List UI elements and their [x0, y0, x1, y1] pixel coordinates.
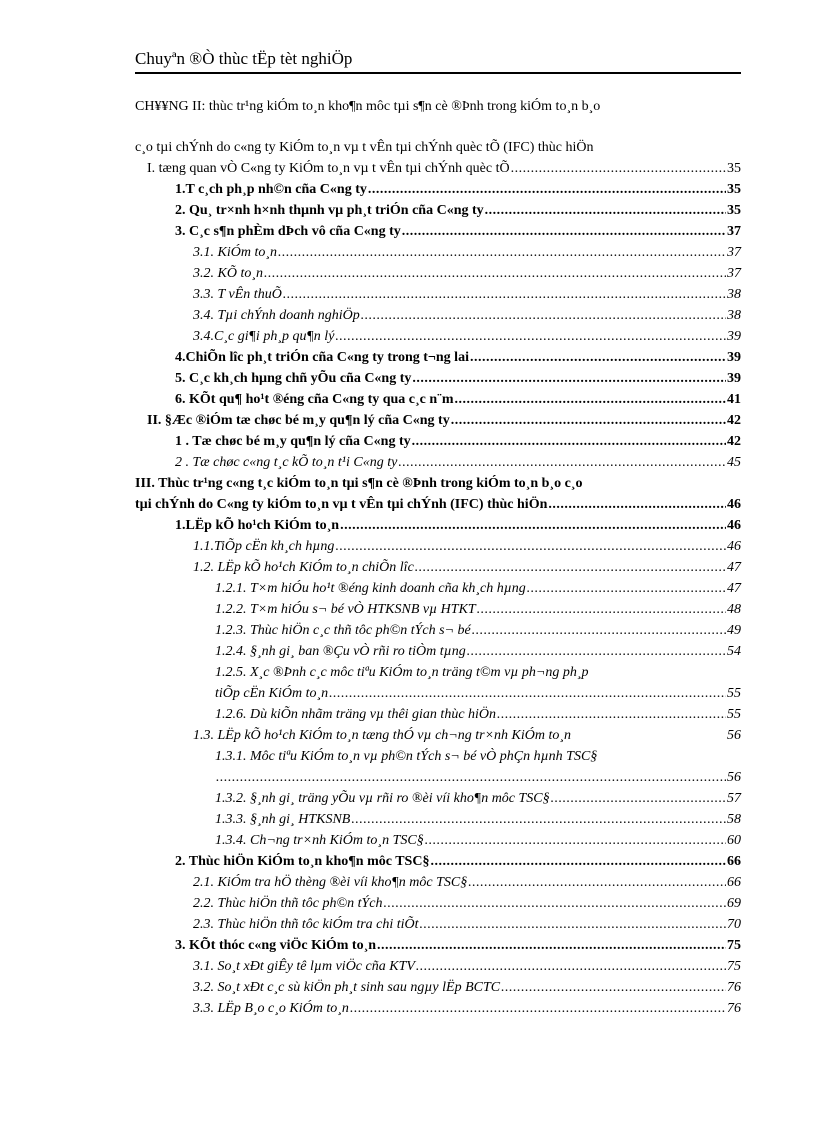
toc-page-number: 39 [727, 329, 741, 344]
toc-dot-leader [278, 242, 726, 263]
toc-page-number: 56 [727, 770, 741, 785]
toc-entry-title: 6. KÕt qu¶ ho¹t ®éng cña C«ng ty qua c¸c n¨m [175, 392, 454, 407]
toc-entry-title: 3.4.C¸c gi¶i ph¸p qu¶n lý [193, 329, 335, 344]
toc-page-number: 76 [727, 980, 741, 995]
toc-dot-leader [470, 347, 726, 368]
toc-entry[interactable] [135, 977, 741, 998]
toc-dot-leader [467, 641, 726, 662]
toc-page-number: 39 [727, 371, 741, 386]
toc-page-number: 38 [727, 287, 741, 302]
toc-page-number: 35 [727, 182, 741, 197]
toc-entry-title: 1.2.4. §¸nh gi¸ ban ®Çu vÒ rñi ro tiÒm tµng [215, 644, 466, 659]
toc-dot-leader [430, 851, 726, 872]
toc-entry[interactable] [135, 704, 741, 725]
toc-entry-title: 2. Thùc hiÖn KiÓm to¸n kho¶n môc TSC§ [175, 854, 430, 869]
toc-entry[interactable] [135, 956, 741, 977]
toc-page-number: 47 [727, 560, 741, 575]
toc-entry-title: 1.2.2. T×m hiÓu s¬ bé vÒ HTKSNB vµ HTKT [215, 602, 476, 617]
toc-dot-leader [402, 221, 726, 242]
toc-entry-title: 1.T c¸ch ph¸p nh©n cña C«ng ty [175, 182, 367, 197]
toc-page-number: 38 [727, 308, 741, 323]
toc-entry-title: 3.4. Tµi chÝnh doanh nghiÖp [193, 308, 360, 323]
toc-page-number: 66 [727, 875, 741, 890]
toc-entry-title: 1.3.4. Ch¬ng tr×nh KiÓm to¸n TSC§ [215, 833, 424, 848]
toc-page-number: 42 [727, 413, 741, 428]
toc-dot-leader [501, 977, 726, 998]
chapter-heading-line-1: CH¥¥NG II: thùc tr¹ng kiÓm to¸n kho¶n môc tµi s¶n cè ®Þnh trong kiÓm to¸n b¸o [135, 99, 601, 114]
toc-dot-leader [455, 389, 726, 410]
toc-dot-leader [412, 368, 726, 389]
toc-entry[interactable] [135, 410, 741, 431]
table-of-contents [135, 137, 741, 1019]
toc-entry[interactable] [135, 158, 741, 179]
toc-page-number: 35 [727, 203, 741, 218]
toc-entry-title: II. §Æc ®iÓm tæ chøc bé m¸y qu¶n lý cña C«ng ty [147, 413, 450, 428]
toc-page-number: 37 [727, 224, 741, 239]
toc-entry-title: 2.3. Thùc hiÖn thñ tôc kiÓm tra chi tiÕt [193, 917, 419, 932]
toc-entry[interactable] [135, 599, 741, 620]
toc-entry[interactable] [135, 935, 741, 956]
toc-dot-leader [216, 767, 726, 788]
toc-dot-leader [548, 494, 726, 515]
toc-entry[interactable] [135, 284, 741, 305]
toc-entry-title: 3. KÕt thóc c«ng viÖc KiÓm to¸n [175, 938, 377, 953]
toc-entry-title: 1.2.6. Dù kiÕn nhãm träng vµ thêi gian thùc hiÖn [215, 707, 497, 722]
toc-page-number: 49 [727, 623, 741, 638]
toc-dot-leader [351, 809, 726, 830]
toc-dot-leader [451, 410, 726, 431]
toc-entry[interactable] [135, 557, 741, 578]
toc-entry[interactable] [135, 431, 741, 452]
toc-page-number: 47 [727, 581, 741, 596]
toc-entry-title: 3.3. LËp B¸o c¸o KiÓm to¸n [193, 1001, 349, 1016]
toc-entry[interactable] [135, 788, 741, 809]
toc-page-number: 66 [727, 854, 741, 869]
toc-dot-leader [340, 515, 726, 536]
toc-entry[interactable] [135, 305, 741, 326]
toc-entry-title: 3.1. So¸t xÐt giÊy tê lµm viÖc cña KTV [193, 959, 415, 974]
toc-entry[interactable] [135, 347, 741, 368]
toc-page-number: 75 [727, 938, 741, 953]
toc-entry-title-line: 1.2.5. X¸c ®Þnh c¸c môc tiªu KiÓm to¸n träng t©m vµ ph¬ng ph¸p [215, 665, 589, 680]
toc-dot-leader [264, 263, 726, 284]
toc-entry[interactable] [135, 494, 741, 515]
toc-dot-leader [468, 872, 726, 893]
toc-entry[interactable] [135, 221, 741, 242]
toc-page-number: 37 [727, 266, 741, 281]
toc-entry[interactable] [135, 200, 741, 221]
toc-page-number: 48 [727, 602, 741, 617]
toc-dot-leader [420, 914, 726, 935]
toc-entry[interactable] [135, 368, 741, 389]
toc-entry-title: 1.1.TiÕp cËn kh¸ch hµng [193, 539, 335, 554]
toc-page-number: 37 [727, 245, 741, 260]
toc-entry-title: 2. Qu¸ tr×nh h×nh thµnh vµ ph¸t triÓn cña C«ng ty [175, 203, 484, 218]
toc-entry[interactable] [135, 326, 741, 347]
toc-page-number: 76 [727, 1001, 741, 1016]
toc-dot-leader [361, 305, 726, 326]
toc-dot-leader [283, 284, 726, 305]
toc-entry-title: 1.3.2. §¸nh gi¸ träng yÕu vµ rñi ro ®èi víi kho¶n môc TSC§ [215, 791, 550, 806]
toc-entry-title: 3.2. KÕ to¸n [193, 266, 263, 281]
toc-entry-title: 1.2.3. Thùc hiÖn c¸c thñ tôc ph©n tÝch s¬ bé [215, 623, 471, 638]
toc-entry[interactable] [135, 872, 741, 893]
toc-entry-title: 4.ChiÕn lîc ph¸t triÓn cña C«ng ty trong t¬ng lai [175, 350, 469, 365]
toc-entry[interactable] [135, 242, 741, 263]
toc-entry[interactable] [135, 809, 741, 830]
toc-entry[interactable] [135, 515, 741, 536]
toc-entry-title: 3.3. T vÊn thuÕ [193, 287, 282, 302]
toc-entry[interactable] [135, 914, 741, 935]
toc-dot-leader [335, 536, 726, 557]
toc-page-number: 60 [727, 833, 741, 848]
toc-entry[interactable] [135, 725, 741, 746]
chapter-heading-line-2: c¸o tµi chÝnh do c«ng ty KiÓm to¸n vµ t vÊn tµi chÝnh quèc tÕ (IFC) thùc hiÖn [135, 140, 594, 155]
toc-entry-title-line: III. Thùc tr¹ng c«ng t¸c kiÓm to¸n tµi s¶n cè ®Þnh trong kiÓm to¸n b¸o c¸o [135, 476, 583, 491]
toc-entry[interactable] [135, 536, 741, 557]
toc-entry-title: 3. C¸c s¶n phÈm dÞch vô cña C«ng ty [175, 224, 401, 239]
toc-entry[interactable] [135, 452, 741, 473]
header-title: Chuyªn ®Ò thùc tËp tèt nghiÖp [135, 49, 353, 68]
toc-page-number: 46 [727, 539, 741, 554]
toc-entry-title: tiÕp cËn KiÓm to¸n [215, 686, 329, 701]
toc-page-number: 57 [727, 791, 741, 806]
toc-dot-leader [511, 158, 726, 179]
toc-entry-title: 1.2. LËp kÕ ho¹ch KiÓm to¸n chiÕn lîc [193, 560, 414, 575]
toc-dot-leader [497, 704, 726, 725]
toc-entry[interactable] [135, 578, 741, 599]
toc-entry[interactable] [135, 851, 741, 872]
toc-entry-title: 3.1. KiÓm to¸n [193, 245, 277, 260]
chapter-heading [135, 96, 741, 117]
toc-dot-leader [350, 998, 726, 1019]
toc-dot-leader [472, 620, 726, 641]
toc-dot-leader [335, 326, 726, 347]
toc-entry-title-line: 1.3.1. Môc tiªu KiÓm to¸n vµ ph©n tÝch s¬ bé vÒ phÇn hµnh TSC§ [215, 749, 598, 764]
toc-entry[interactable] [135, 389, 741, 410]
toc-page-number: 56 [727, 728, 741, 743]
toc-entry[interactable] [135, 683, 741, 704]
toc-dot-leader [485, 200, 726, 221]
toc-dot-leader [416, 956, 726, 977]
toc-entry-title: 1 . Tæ chøc bé m¸y qu¶n lý cña C«ng ty [175, 434, 411, 449]
toc-page-number: 46 [727, 497, 741, 512]
toc-page-number: 42 [727, 434, 741, 449]
toc-entry-title: 3.2. So¸t xÐt c¸c sù kiÖn ph¸t sinh sau ngµy lËp BCTC [193, 980, 501, 995]
toc-entry-title: 2.1. KiÓm tra hÖ thèng ®èi víi kho¶n môc TSC§ [193, 875, 468, 890]
toc-dot-leader [368, 179, 726, 200]
toc-page-number: 45 [727, 455, 741, 470]
toc-dot-leader [398, 452, 726, 473]
toc-entry[interactable] [135, 263, 741, 284]
toc-page-number: 69 [727, 896, 741, 911]
toc-page-number: 35 [727, 161, 741, 176]
toc-entry-title: tµi chÝnh do C«ng ty kiÓm to¸n vµ t vÊn tµi chÝnh (IFC) thùc hiÖn [135, 497, 548, 512]
toc-dot-leader [477, 599, 726, 620]
toc-entry-title: 1.3.3. §¸nh gi¸ HTKSNB [215, 812, 351, 827]
toc-entry-title: 2 . Tæ chøc c«ng t¸c kÕ to¸n t¹i C«ng ty [175, 455, 398, 470]
toc-entry-title: 5. C¸c kh¸ch hµng chñ yÕu cña C«ng ty [175, 371, 412, 386]
toc-page-number: 75 [727, 959, 741, 974]
toc-dot-leader [412, 431, 726, 452]
page-header [135, 46, 741, 74]
toc-entry-title: 1.3. LËp kÕ ho¹ch KiÓm to¸n tæng thÓ vµ ch¬ng tr×nh KiÓm to¸n [193, 728, 572, 743]
toc-dot-leader [415, 557, 726, 578]
toc-page-number: 54 [727, 644, 741, 659]
toc-page-number: 55 [727, 686, 741, 701]
toc-entry[interactable] [135, 830, 741, 851]
toc-page-number: 55 [727, 707, 741, 722]
toc-entry[interactable] [135, 620, 741, 641]
toc-entry[interactable] [135, 767, 741, 788]
toc-entry-title: 1.LËp kÕ ho¹ch KiÓm to¸n [175, 518, 340, 533]
toc-entry[interactable] [135, 893, 741, 914]
toc-entry-title: 2.2. Thùc hiÖn thñ tôc ph©n tÝch [193, 896, 383, 911]
toc-dot-leader [384, 893, 726, 914]
toc-entry[interactable] [135, 641, 741, 662]
toc-page-number: 58 [727, 812, 741, 827]
toc-dot-leader [329, 683, 726, 704]
toc-entry[interactable] [135, 179, 741, 200]
toc-page-number: 70 [727, 917, 741, 932]
toc-entry-title: I. tæng quan vÒ C«ng ty KiÓm to¸n vµ t vÊn tµi chÝnh quèc tÕ [147, 161, 510, 176]
toc-entry-title: 1.2.1. T×m hiÓu ho¹t ®éng kinh doanh cña kh¸ch hµng [215, 581, 526, 596]
toc-dot-leader [551, 788, 726, 809]
toc-dot-leader [527, 578, 726, 599]
toc-dot-leader [377, 935, 726, 956]
toc-page-number: 46 [727, 518, 741, 533]
toc-page-number: 41 [727, 392, 741, 407]
toc-entry[interactable] [135, 998, 741, 1019]
toc-dot-leader [425, 830, 726, 851]
toc-page-number: 39 [727, 350, 741, 365]
